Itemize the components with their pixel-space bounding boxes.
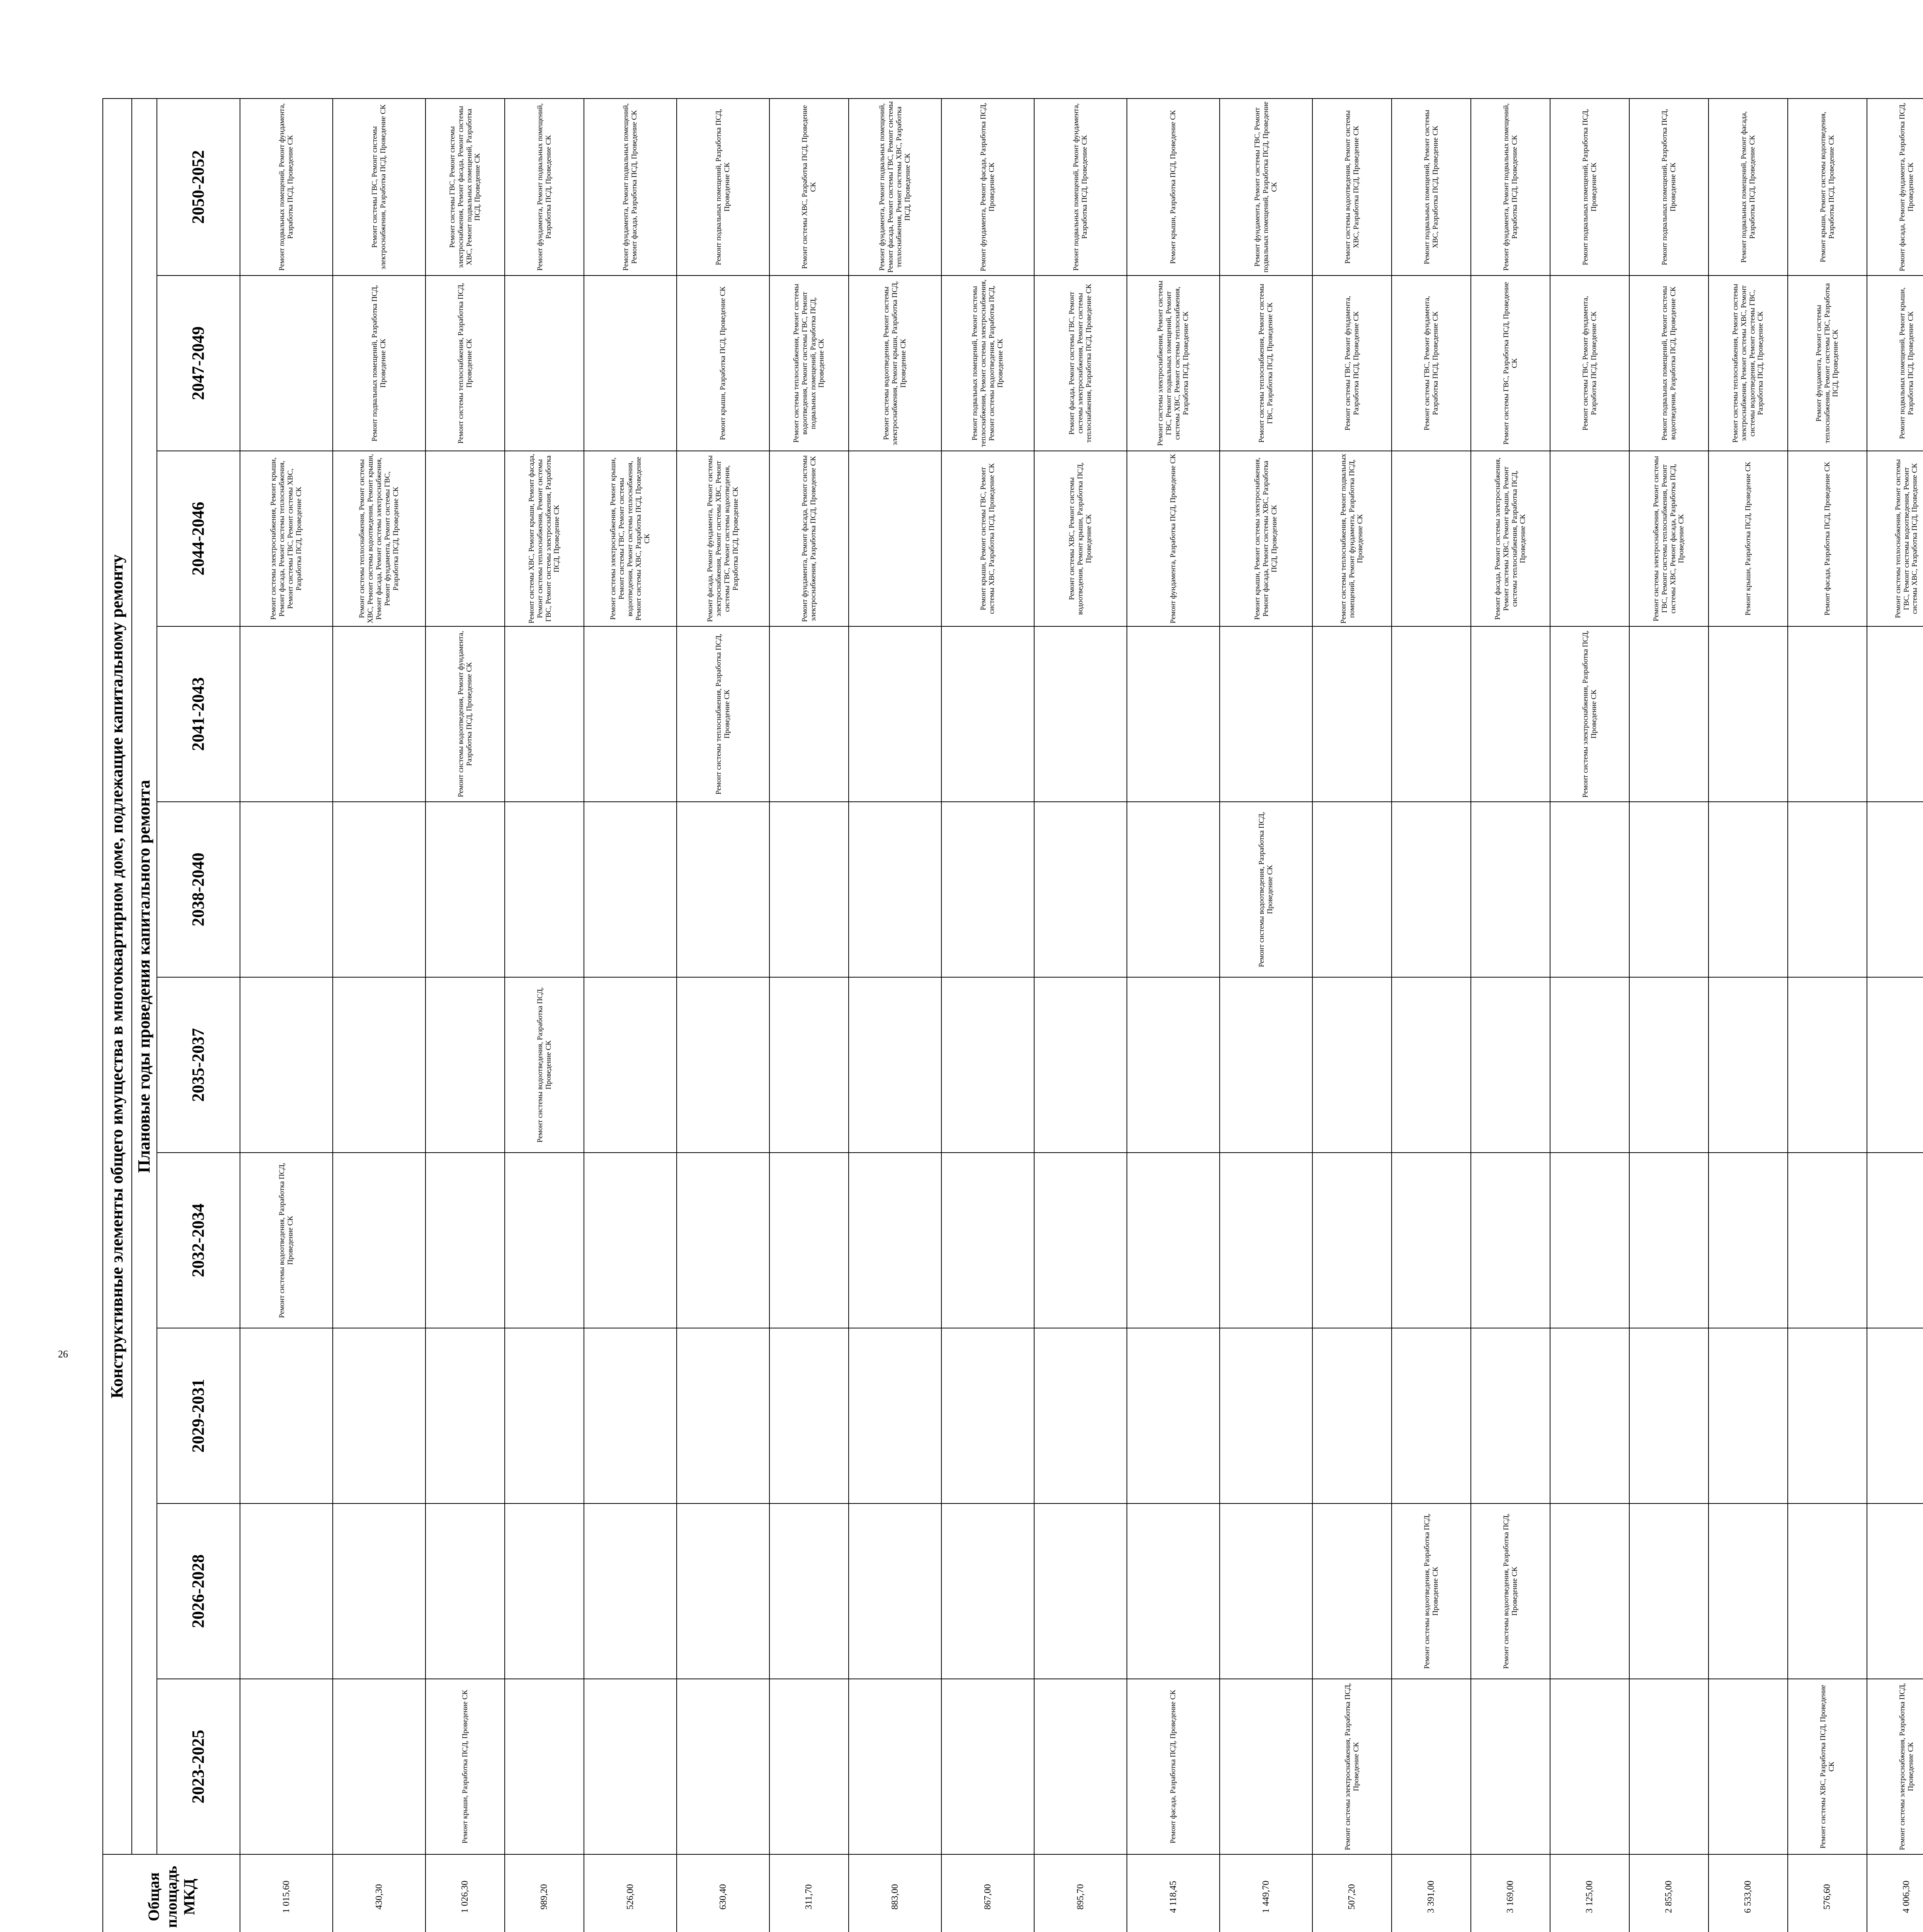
repair-works-cell bbox=[769, 1679, 849, 1854]
page-number: 26 bbox=[58, 1349, 68, 1360]
repair-works-cell bbox=[1312, 1328, 1392, 1503]
repair-works-cell bbox=[1550, 802, 1629, 977]
repair-works-cell bbox=[769, 626, 849, 802]
table-row bbox=[584, 99, 677, 1932]
repair-works-cell bbox=[333, 977, 425, 1153]
repair-works-cell bbox=[1220, 977, 1312, 1153]
total-area: 2 855,00 bbox=[1629, 1854, 1709, 1932]
total-area: 3 125,00 bbox=[1550, 1854, 1629, 1932]
table-body bbox=[240, 99, 1923, 1932]
period-header: 2038-2040 bbox=[157, 802, 240, 977]
repair-works-cell bbox=[505, 802, 584, 977]
repair-works-cell bbox=[1312, 802, 1392, 977]
repair-works-cell bbox=[769, 802, 849, 977]
repair-works-cell bbox=[333, 1503, 425, 1679]
repair-works-cell bbox=[1471, 1153, 1550, 1328]
repair-works-cell bbox=[1709, 1328, 1788, 1503]
header-years-group: Плановые годы проведения капитального ремонта bbox=[132, 99, 157, 1854]
repair-works-cell: Ремонт подвальных помещений, Ремонт фундамента, Разработка ПСД, Проведение СК bbox=[1034, 99, 1127, 276]
repair-works-cell bbox=[1550, 1328, 1629, 1503]
repair-works-cell: Ремонт системы ХВС, Ремонт крыши, Ремонт фасада, Ремонт системы теплоснабжения, Ремонт системы ГВС, Ремонт системы электроснабжения, Разработка ПСД, Проведение СК bbox=[505, 451, 584, 626]
repair-works-cell bbox=[1220, 1153, 1312, 1328]
table-row bbox=[1392, 99, 1471, 1932]
repair-works-cell bbox=[505, 1679, 584, 1854]
total-area: 6 533,00 bbox=[1709, 1854, 1788, 1932]
repair-works-cell bbox=[677, 802, 769, 977]
repair-works-cell: Ремонт фундамента, Ремонт подвальных помещений, Разработка ПСД, Проведение СК bbox=[1471, 99, 1550, 276]
total-area: 1 449,70 bbox=[1220, 1854, 1312, 1932]
repair-works-cell bbox=[849, 1153, 941, 1328]
repair-works-cell: Ремонт крыши, Разработка ПСД, Проведение СК bbox=[677, 276, 769, 451]
repair-works-cell: Ремонт системы водоотведения, Разработка ПСД, Проведение СК bbox=[1392, 1503, 1471, 1679]
repair-works-cell bbox=[333, 1679, 425, 1854]
period-header: 2035-2037 bbox=[157, 977, 240, 1153]
repair-works-cell bbox=[1867, 802, 1923, 977]
repair-works-cell bbox=[677, 1679, 769, 1854]
repair-works-cell bbox=[849, 626, 941, 802]
repair-works-cell bbox=[584, 1153, 677, 1328]
repair-works-cell bbox=[1629, 802, 1709, 977]
repair-works-cell bbox=[769, 1503, 849, 1679]
repair-works-cell: Ремонт фундамента, Ремонт фасада, Ремонт системы электроснабжения, Разработка ПСД, Проведение СК bbox=[769, 451, 849, 626]
table-row bbox=[240, 99, 333, 1932]
repair-works-cell: Ремонт системы ХВС, Ремонт системы водоотведения, Ремонт крыши, Разработка ПСД, Проведение СК bbox=[1034, 451, 1127, 626]
repair-works-cell: Ремонт крыши, Ремонт системы электроснабжения, Ремонт фасада, Ремонт системы ХВС, Разработка ПСД, Проведение СК bbox=[1220, 451, 1312, 626]
table-row bbox=[1127, 99, 1220, 1932]
repair-works-cell: Ремонт фасада, Ремонт системы ГВС, Ремонт системы электроснабжения, Ремонт системы теплоснабжения, Разработка ПСД, Проведение СК bbox=[1034, 276, 1127, 451]
repair-works-cell bbox=[240, 276, 333, 451]
repair-works-cell bbox=[1312, 1153, 1392, 1328]
repair-works-cell bbox=[941, 1328, 1034, 1503]
table-row bbox=[425, 99, 505, 1932]
repair-works-cell bbox=[1127, 1503, 1220, 1679]
repair-works-cell bbox=[1127, 977, 1220, 1153]
repair-works-cell bbox=[584, 276, 677, 451]
repair-works-cell bbox=[1392, 1328, 1471, 1503]
repair-works-cell: Ремонт подвальных помещений, Разработка ПСД, Проведение СК bbox=[1629, 99, 1709, 276]
total-area: 3 391,00 bbox=[1392, 1854, 1471, 1932]
repair-works-cell bbox=[849, 1328, 941, 1503]
total-area: 311,70 bbox=[769, 1854, 849, 1932]
repair-works-cell bbox=[769, 1153, 849, 1328]
table-row bbox=[1867, 99, 1923, 1932]
repair-works-cell bbox=[1392, 1153, 1471, 1328]
repair-works-cell bbox=[1709, 1679, 1788, 1854]
repair-works-cell bbox=[1709, 802, 1788, 977]
repair-works-cell bbox=[1220, 626, 1312, 802]
repair-works-cell bbox=[505, 1503, 584, 1679]
repair-works-cell: Ремонт крыши, Ремонт системы водоотведения, Разработка ПСД, Проведение СК bbox=[1788, 99, 1867, 276]
repair-works-cell bbox=[941, 1153, 1034, 1328]
total-area: 576,60 bbox=[1788, 1854, 1867, 1932]
total-area: 630,40 bbox=[677, 1854, 769, 1932]
repair-works-cell bbox=[584, 802, 677, 977]
repair-works-cell: Ремонт системы теплоснабжения, Ремонт системы ГВС, Ремонт системы водоотведения, Ремонт системы ХВС, Разработка ПСД, Проведение СК bbox=[1867, 451, 1923, 626]
repair-works-cell: Ремонт системы теплоснабжения, Разработка ПСД, Проведение СК bbox=[425, 276, 505, 451]
table-row bbox=[1788, 99, 1867, 1932]
repair-works-cell bbox=[1867, 977, 1923, 1153]
repair-works-cell: Ремонт системы ГВС, Ремонт фундамента, Разработка ПСД, Проведение СК bbox=[1312, 276, 1392, 451]
repair-works-cell: Ремонт фундамента, Разработка ПСД, Проведение СК bbox=[1127, 451, 1220, 626]
repair-works-cell: Ремонт фасада, Ремонт системы электроснабжения, Ремонт системы ХВС, Ремонт крыши, Ремонт системы теплоснабжения, Разработка ПСД, Проведение СК bbox=[1471, 451, 1550, 626]
repair-works-cell bbox=[425, 1503, 505, 1679]
repair-works-cell: Ремонт системы теплоснабжения, Ремонт системы электроснабжения, Ремонт системы ХВС, Ремонт системы водоотведения, Ремонт системы ГВС, Разработка ПСД, Проведение СК bbox=[1709, 276, 1788, 451]
repair-works-cell bbox=[849, 1679, 941, 1854]
repair-works-cell bbox=[240, 1679, 333, 1854]
table-row bbox=[1550, 99, 1629, 1932]
total-area: 867,00 bbox=[941, 1854, 1034, 1932]
repair-works-cell bbox=[333, 1153, 425, 1328]
repair-works-cell bbox=[1629, 1503, 1709, 1679]
repair-works-cell bbox=[425, 977, 505, 1153]
repair-works-cell bbox=[1788, 1153, 1867, 1328]
period-header: 2047-2049 bbox=[157, 276, 240, 451]
repair-works-cell: Ремонт подвальных помещений, Ремонт фасада, Разработка ПСД, Проведение СК bbox=[1709, 99, 1788, 276]
repair-works-cell bbox=[425, 1153, 505, 1328]
repair-works-cell bbox=[677, 1153, 769, 1328]
repair-works-cell: Ремонт подвальных помещений, Ремонт фундамента, Разработка ПСД, Проведение СК bbox=[240, 99, 333, 276]
repair-works-cell: Ремонт системы водоотведения, Разработка ПСД, Проведение СК bbox=[240, 1153, 333, 1328]
repair-works-cell bbox=[1788, 977, 1867, 1153]
period-header: 2029-2031 bbox=[157, 1328, 240, 1503]
repair-works-cell: Ремонт подвальных помещений, Ремонт системы водоотведения, Разработка ПСД, Проведение СК bbox=[1629, 276, 1709, 451]
repair-works-cell: Ремонт системы теплоснабжения, Ремонт системы ГВС, Разработка ПСД, Проведение СК bbox=[1220, 276, 1312, 451]
repair-works-cell bbox=[1034, 977, 1127, 1153]
repair-works-cell bbox=[1709, 1153, 1788, 1328]
repair-works-cell bbox=[425, 802, 505, 977]
total-area: 3 169,00 bbox=[1471, 1854, 1550, 1932]
repair-works-cell bbox=[1127, 1328, 1220, 1503]
repair-works-cell bbox=[1709, 626, 1788, 802]
repair-works-cell bbox=[1034, 1328, 1127, 1503]
repair-works-cell bbox=[941, 977, 1034, 1153]
repair-works-cell bbox=[1867, 1503, 1923, 1679]
header-area: Общая площадь МКД bbox=[103, 1854, 240, 1932]
table-row bbox=[941, 99, 1034, 1932]
repair-works-cell bbox=[1312, 626, 1392, 802]
repair-works-cell: Ремонт системы электроснабжения, Ремонт системы ГВС, Ремонт системы теплоснабжения, Ремонт системы ХВС, Ремонт фасада, Разработка ПСД, Проведение СК bbox=[1629, 451, 1709, 626]
repair-works-cell bbox=[769, 977, 849, 1153]
total-area: 4 118,45 bbox=[1127, 1854, 1220, 1932]
repair-works-cell bbox=[505, 276, 584, 451]
repair-works-cell: Ремонт системы ГВС, Ремонт системы электроснабжения, Разработка ПСД, Проведение СК bbox=[333, 99, 425, 276]
repair-works-cell: Ремонт подвальных помещений, Разработка ПСД, Проведение СК bbox=[677, 99, 769, 276]
repair-works-cell bbox=[425, 1328, 505, 1503]
repair-works-cell: Ремонт фундамента, Ремонт подвальных помещений, Разработка ПСД, Проведение СК bbox=[505, 99, 584, 276]
repair-works-cell bbox=[240, 1503, 333, 1679]
repair-works-cell bbox=[584, 626, 677, 802]
repair-works-cell bbox=[1220, 1679, 1312, 1854]
repair-works-cell bbox=[1127, 1153, 1220, 1328]
repair-works-cell bbox=[1550, 451, 1629, 626]
period-header: 2041-2043 bbox=[157, 626, 240, 802]
repair-works-cell bbox=[1312, 1503, 1392, 1679]
repair-works-cell bbox=[1471, 626, 1550, 802]
repair-works-cell bbox=[1471, 977, 1550, 1153]
table-row bbox=[1034, 99, 1127, 1932]
repair-works-cell bbox=[1709, 977, 1788, 1153]
repair-works-cell bbox=[941, 1503, 1034, 1679]
repair-works-cell: Ремонт системы ХВС, Разработка ПСД, Проведение СК bbox=[1788, 1679, 1867, 1854]
repair-works-cell bbox=[1550, 1153, 1629, 1328]
repair-works-cell: Ремонт подвальных помещений, Ремонт крыши, Разработка ПСД, Проведение СК bbox=[1867, 276, 1923, 451]
repair-works-cell bbox=[1471, 802, 1550, 977]
repair-works-cell bbox=[1034, 802, 1127, 977]
repair-works-cell bbox=[1629, 1679, 1709, 1854]
repair-works-cell bbox=[1788, 1328, 1867, 1503]
repair-works-cell bbox=[849, 802, 941, 977]
repair-works-cell: Ремонт фундамента, Ремонт подвальных помещений, Ремонт фасада, Ремонт системы ГВС, Ремонт системы теплоснабжения, Ремонт системы ХВС, Разработка ПСД, Проведение СК bbox=[849, 99, 941, 276]
total-area: 895,70 bbox=[1034, 1854, 1127, 1932]
repair-works-cell bbox=[1312, 977, 1392, 1153]
repair-works-cell bbox=[1034, 1679, 1127, 1854]
repair-works-cell: Ремонт системы электроснабжения, Разработка ПСД, Проведение СК bbox=[1550, 626, 1629, 802]
repair-works-cell bbox=[505, 626, 584, 802]
repair-works-cell bbox=[1629, 1153, 1709, 1328]
total-area: 883,00 bbox=[849, 1854, 941, 1932]
table-row bbox=[849, 99, 941, 1932]
repair-works-cell bbox=[1788, 1503, 1867, 1679]
repair-works-cell bbox=[1034, 1503, 1127, 1679]
repair-works-cell bbox=[1867, 1328, 1923, 1503]
repair-works-cell: Ремонт системы водоотведения, Ремонт системы электроснабжения, Ремонт крыши, Разработка ПСД, Проведение СК bbox=[849, 276, 941, 451]
repair-works-cell bbox=[425, 451, 505, 626]
table-row bbox=[769, 99, 849, 1932]
repair-works-cell bbox=[1788, 626, 1867, 802]
repair-works-cell bbox=[505, 1153, 584, 1328]
repair-works-cell bbox=[584, 1503, 677, 1679]
repair-works-cell bbox=[1127, 802, 1220, 977]
repair-works-cell bbox=[1392, 977, 1471, 1153]
repair-works-cell: Ремонт системы электроснабжения, Разработка ПСД, Проведение СК bbox=[1867, 1679, 1923, 1854]
repair-works-cell bbox=[941, 626, 1034, 802]
repair-works-cell: Ремонт подвальных помещений, Разработка ПСД, Проведение СК bbox=[333, 276, 425, 451]
total-area: 1 026,30 bbox=[425, 1854, 505, 1932]
repair-works-cell: Ремонт фундамента, Ремонт подвальных помещений, Ремонт фасада, Разработка ПСД, Проведение СК bbox=[584, 99, 677, 276]
table-row bbox=[1709, 99, 1788, 1932]
repair-works-cell bbox=[1220, 1503, 1312, 1679]
period-header: 2050-2052 bbox=[157, 99, 240, 276]
period-header-row bbox=[157, 99, 240, 1932]
repair-works-cell bbox=[240, 977, 333, 1153]
table-row bbox=[1220, 99, 1312, 1932]
repair-works-cell bbox=[1629, 626, 1709, 802]
repair-works-cell: Ремонт фасада, Ремонт фундамента, Разработка ПСД, Проведение СК bbox=[1867, 99, 1923, 276]
repair-works-cell: Ремонт системы ГВС, Разработка ПСД, Проведение СК bbox=[1471, 276, 1550, 451]
repair-works-cell: Ремонт системы ГВС, Ремонт фундамента, Разработка ПСД, Проведение СК bbox=[1550, 276, 1629, 451]
table-row bbox=[1471, 99, 1550, 1932]
repair-works-cell bbox=[333, 1328, 425, 1503]
repair-works-cell: Ремонт системы электроснабжения, Ремонт крыши, Ремонт системы ГВС, Ремонт системы водоотведения, Ремонт системы теплоснабжения, Ремонт системы ХВС, Разработка ПСД, Проведение СК bbox=[584, 451, 677, 626]
repair-works-cell: Ремонт фасада, Разработка ПСД, Проведение СК bbox=[1788, 451, 1867, 626]
repair-works-cell bbox=[240, 1328, 333, 1503]
repair-works-cell bbox=[677, 1328, 769, 1503]
repair-works-cell: Ремонт системы водоотведения, Разработка ПСД, Проведение СК bbox=[1471, 1503, 1550, 1679]
period-header: 2023-2025 bbox=[157, 1679, 240, 1854]
repair-works-cell: Ремонт системы теплоснабжения, Ремонт системы водоотведения, Ремонт системы ГВС, Ремонт подвальных помещений, Разработка ПСД, Проведение СК bbox=[769, 276, 849, 451]
repair-works-cell bbox=[584, 977, 677, 1153]
repair-works-cell: Ремонт системы ГВС, Ремонт системы электроснабжения, Ремонт фасада, Ремонт системы ХВС, Ремонт подвальных помещений, Разработка ПСД, Проведение СК bbox=[425, 99, 505, 276]
repair-works-cell: Ремонт системы теплоснабжения, Ремонт подвальных помещений, Ремонт фундамента, Разработка ПСД, Проведение СК bbox=[1312, 451, 1392, 626]
repair-works-cell bbox=[1867, 1153, 1923, 1328]
repair-works-cell: Ремонт системы электроснабжения, Ремонт крыши, Ремонт фасада, Ремонт системы теплоснабжения, Ремонт системы ГВС, Ремонт системы ХВС, Разработка ПСД, Проведение СК bbox=[240, 451, 333, 626]
repair-works-cell bbox=[333, 626, 425, 802]
total-area: 989,20 bbox=[505, 1854, 584, 1932]
repair-works-cell: Ремонт системы водоотведения, Разработка ПСД, Проведение СК bbox=[1220, 802, 1312, 977]
table-row bbox=[1312, 99, 1392, 1932]
repair-works-cell: Ремонт крыши, Разработка ПСД, Проведение СК bbox=[425, 1679, 505, 1854]
table-row bbox=[333, 99, 425, 1932]
repair-works-cell: Ремонт системы водоотведения, Ремонт фундамента, Разработка ПСД, Проведение СК bbox=[425, 626, 505, 802]
repair-works-cell: Ремонт фундамента, Ремонт фасада, Разработка ПСД, Проведение СК bbox=[941, 99, 1034, 276]
repair-works-cell bbox=[1788, 802, 1867, 977]
repair-works-cell bbox=[1550, 977, 1629, 1153]
repair-works-cell bbox=[769, 1328, 849, 1503]
repair-works-cell: Ремонт фундамента, Ремонт системы теплоснабжения, Ремонт системы ГВС, Разработка ПСД, Проведение СК bbox=[1788, 276, 1867, 451]
repair-works-cell bbox=[1471, 1679, 1550, 1854]
repair-works-cell bbox=[1550, 1503, 1629, 1679]
repair-works-cell bbox=[240, 626, 333, 802]
repair-works-cell bbox=[1709, 1503, 1788, 1679]
repair-works-cell bbox=[849, 1503, 941, 1679]
repair-works-cell: Ремонт системы теплоснабжения, Разработка ПСД, Проведение СК bbox=[677, 626, 769, 802]
repair-works-cell bbox=[1629, 977, 1709, 1153]
repair-works-cell bbox=[1392, 626, 1471, 802]
repair-works-cell: Ремонт системы водоотведения, Ремонт системы ХВС, Разработка ПСД, Проведение СК bbox=[1312, 99, 1392, 276]
period-header: 2032-2034 bbox=[157, 1153, 240, 1328]
repair-works-cell: Ремонт системы ХВС, Разработка ПСД, Проведение СК bbox=[769, 99, 849, 276]
total-area: 430,30 bbox=[333, 1854, 425, 1932]
repair-works-cell bbox=[1867, 626, 1923, 802]
repair-works-cell bbox=[584, 1679, 677, 1854]
total-area: 526,00 bbox=[584, 1854, 677, 1932]
repair-works-cell: Ремонт подвальных помещений, Разработка ПСД, Проведение СК bbox=[1550, 99, 1629, 276]
table-row bbox=[1629, 99, 1709, 1932]
capital-repair-table bbox=[102, 100, 1919, 1932]
table-row bbox=[505, 99, 584, 1932]
total-area: 1 015,60 bbox=[240, 1854, 333, 1932]
repair-works-cell bbox=[677, 977, 769, 1153]
repair-works-cell: Ремонт системы электроснабжения, Ремонт системы ГВС, Ремонт подвальных помещений, Ремонт системы ХВС, Ремонт системы теплоснабжения, Разработка ПСД, Проведение СК bbox=[1127, 276, 1220, 451]
repair-works-cell bbox=[333, 802, 425, 977]
repair-works-cell: Ремонт подвальных помещений, Ремонт системы ХВС, Разработка ПСД, Проведение СК bbox=[1392, 99, 1471, 276]
repair-works-cell: Ремонт крыши, Ремонт системы ГВС, Ремонт системы ХВС, Разработка ПСД, Проведение СК bbox=[941, 451, 1034, 626]
repair-works-cell bbox=[677, 1503, 769, 1679]
repair-works-cell bbox=[1392, 451, 1471, 626]
repair-works-cell bbox=[849, 451, 941, 626]
period-header: 2026-2028 bbox=[157, 1503, 240, 1679]
repair-works-cell bbox=[941, 802, 1034, 977]
repair-works-cell: Ремонт крыши, Разработка ПСД, Проведение СК bbox=[1127, 99, 1220, 276]
header-elements-group: Конструктивные элементы общего имущества в многоквартирном доме, подлежащие капитальному ремонту bbox=[103, 99, 132, 1854]
repair-works-cell: Ремонт подвальных помещений, Ремонт системы теплоснабжения, Ремонт системы электроснабжения, Ремонт системы водоотведения, Разработка ПСД, Проведение СК bbox=[941, 276, 1034, 451]
repair-works-cell: Ремонт системы водоотведения, Разработка ПСД, Проведение СК bbox=[505, 977, 584, 1153]
repair-works-cell bbox=[240, 802, 333, 977]
repair-works-cell: Ремонт системы теплоснабжения, Ремонт системы ХВС, Ремонт системы водоотведения, Ремонт крыши, Ремонт фасада, Ремонт системы электроснабжения, Ремонт фундамента, Ремонт системы ГВС, Разработка ПСД, Проведение СК bbox=[333, 451, 425, 626]
repair-works-cell: Ремонт фасада, Ремонт фундамента, Ремонт системы электроснабжения, Ремонт системы ХВС, Ремонт системы ГВС, Ремонт системы водоотведения, Разработка ПСД, Проведение СК bbox=[677, 451, 769, 626]
repair-works-cell bbox=[1220, 1328, 1312, 1503]
repair-works-cell bbox=[584, 1328, 677, 1503]
repair-works-cell: Ремонт фасада, Разработка ПСД, Проведение СК bbox=[1127, 1679, 1220, 1854]
total-area: 507,20 bbox=[1312, 1854, 1392, 1932]
repair-works-cell bbox=[1392, 1679, 1471, 1854]
repair-works-cell bbox=[1034, 626, 1127, 802]
total-area: 4 006,30 bbox=[1867, 1854, 1923, 1932]
repair-works-cell bbox=[1034, 1153, 1127, 1328]
repair-works-cell bbox=[1392, 802, 1471, 977]
repair-works-cell bbox=[941, 1679, 1034, 1854]
table-row bbox=[677, 99, 769, 1932]
repair-schedule-table bbox=[102, 98, 1923, 1932]
repair-works-cell bbox=[849, 977, 941, 1153]
repair-works-cell: Ремонт крыши, Разработка ПСД, Проведение СК bbox=[1709, 451, 1788, 626]
repair-works-cell bbox=[505, 1328, 584, 1503]
repair-works-cell: Ремонт системы ГВС, Ремонт фундамента, Разработка ПСД, Проведение СК bbox=[1392, 276, 1471, 451]
repair-works-cell bbox=[1471, 1328, 1550, 1503]
repair-works-cell bbox=[1629, 1328, 1709, 1503]
repair-works-cell: Ремонт системы электроснабжения, Разработка ПСД, Проведение СК bbox=[1312, 1679, 1392, 1854]
period-header: 2044-2046 bbox=[157, 451, 240, 626]
repair-works-cell bbox=[1127, 626, 1220, 802]
repair-works-cell: Ремонт фундамента, Ремонт системы ГВС, Ремонт подвальных помещений, Разработка ПСД, Проведение СК bbox=[1220, 99, 1312, 276]
repair-works-cell bbox=[1550, 1679, 1629, 1854]
